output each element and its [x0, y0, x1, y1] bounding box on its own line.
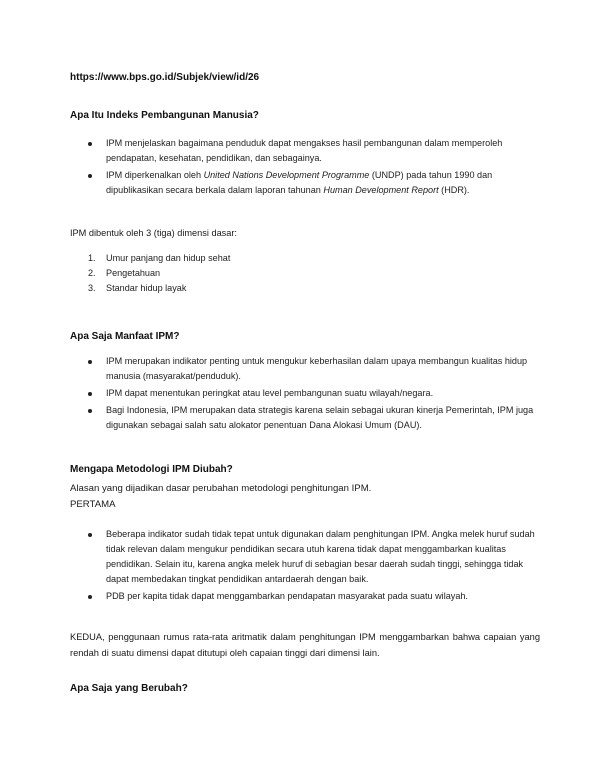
list-item-text: Bagi Indonesia, IPM merupakan data strategis karena selain sebagai ukuran kinerja Pemerintah, IPM juga digunakan sebagai salah satu alokator penentuan Dana Alokasi Umum (DAU).	[106, 405, 534, 430]
heading-manfaat-ipm: Apa Saja Manfaat IPM?	[70, 331, 180, 342]
source-url[interactable]: https://www.bps.go.id/Subjek/view/id/26	[70, 72, 260, 83]
list-item	[70, 589, 540, 604]
list-number: 2.	[88, 268, 96, 278]
list-item	[70, 281, 540, 296]
dimensions-list	[70, 251, 540, 296]
list-item-text: Beberapa indikator sudah tidak tepat untuk digunakan dalam penghitungan IPM. Angka melek huruf sudah tidak relevan dalam mengukur pendidikan secara utuh karena tidak dapat menggambarkan kualitas pendidikan. Selain itu, karena angka melek huruf di sebagian besar daerah sudah tinggi, sehingga tidak dapat membedakan tingkat pendidikan antardaerah dengan baik.	[106, 529, 535, 584]
list-number: 1.	[88, 253, 96, 263]
list-item	[70, 251, 540, 266]
undp-italic: United Nations Development Programme	[203, 170, 370, 180]
list-item-text: IPM dapat menentukan peringkat atau level pembangunan suatu wilayah/negara.	[106, 388, 434, 398]
list-item-text-part: (HDR).	[438, 185, 470, 195]
alasan-intro: Alasan yang dijadikan dasar perubahan metodologi penghitungan IPM.	[70, 483, 372, 494]
hdr-italic: Human Development Report	[323, 185, 439, 195]
list-item-text-part: (UNDP) pada tahun 1990 dan dipublikasikan secara berkala dalam laporan tahunan	[106, 170, 493, 195]
list-item-text: PDB per kapita tidak dapat menggambarkan pendapatan masyarakat pada suatu wilayah.	[106, 591, 468, 601]
list-item-text-part: IPM diperkenalkan oleh	[106, 170, 204, 180]
list-item-text: IPM menjelaskan bagaimana penduduk dapat mengakses hasil pembangunan dalam memperoleh pendapatan, kesehatan, pendidikan, dan sebagainya.	[106, 138, 503, 163]
list-item-text: Pengetahuan	[106, 268, 161, 278]
ipm-definition-list	[70, 136, 540, 198]
list-item	[70, 168, 540, 198]
heading-apa-yang-berubah: Apa Saja yang Berubah?	[70, 683, 188, 694]
list-item	[70, 136, 540, 166]
bullet-icon	[88, 392, 92, 396]
bullet-icon	[88, 533, 92, 537]
heading-mengapa-diubah: Mengapa Metodologi IPM Diubah?	[70, 464, 233, 475]
heading-apa-itu-ipm: Apa Itu Indeks Pembangunan Manusia?	[70, 110, 259, 121]
bullet-icon	[88, 595, 92, 599]
kedua-paragraph: KEDUA, penggunaan rumus rata-rata aritmatik dalam penghitungan IPM menggambarkan bahwa capaian yang rendah di suatu dimensi dapat ditutupi oleh capaian tinggi dari dimensi lain.	[70, 632, 540, 658]
bullet-icon	[88, 409, 92, 413]
list-item	[70, 266, 540, 281]
alasan-list	[70, 527, 540, 604]
bullet-icon	[88, 174, 92, 178]
bullet-icon	[88, 142, 92, 146]
list-item-text: Umur panjang dan hidup sehat	[106, 253, 231, 263]
list-item-text: IPM merupakan indikator penting untuk mengukur keberhasilan dalam upaya membangun kualitas hidup manusia (masyarakat/penduduk).	[106, 356, 528, 381]
list-number: 3.	[88, 283, 96, 293]
pertama-label: PERTAMA	[70, 499, 116, 510]
list-item	[70, 403, 540, 433]
list-item	[70, 527, 540, 587]
manfaat-list	[70, 354, 540, 433]
list-item	[70, 386, 540, 401]
dimensions-intro: IPM dibentuk oleh 3 (tiga) dimensi dasar:	[70, 228, 237, 238]
bullet-icon	[88, 360, 92, 364]
list-item-text: Standar hidup layak	[106, 283, 187, 293]
list-item	[70, 354, 540, 384]
